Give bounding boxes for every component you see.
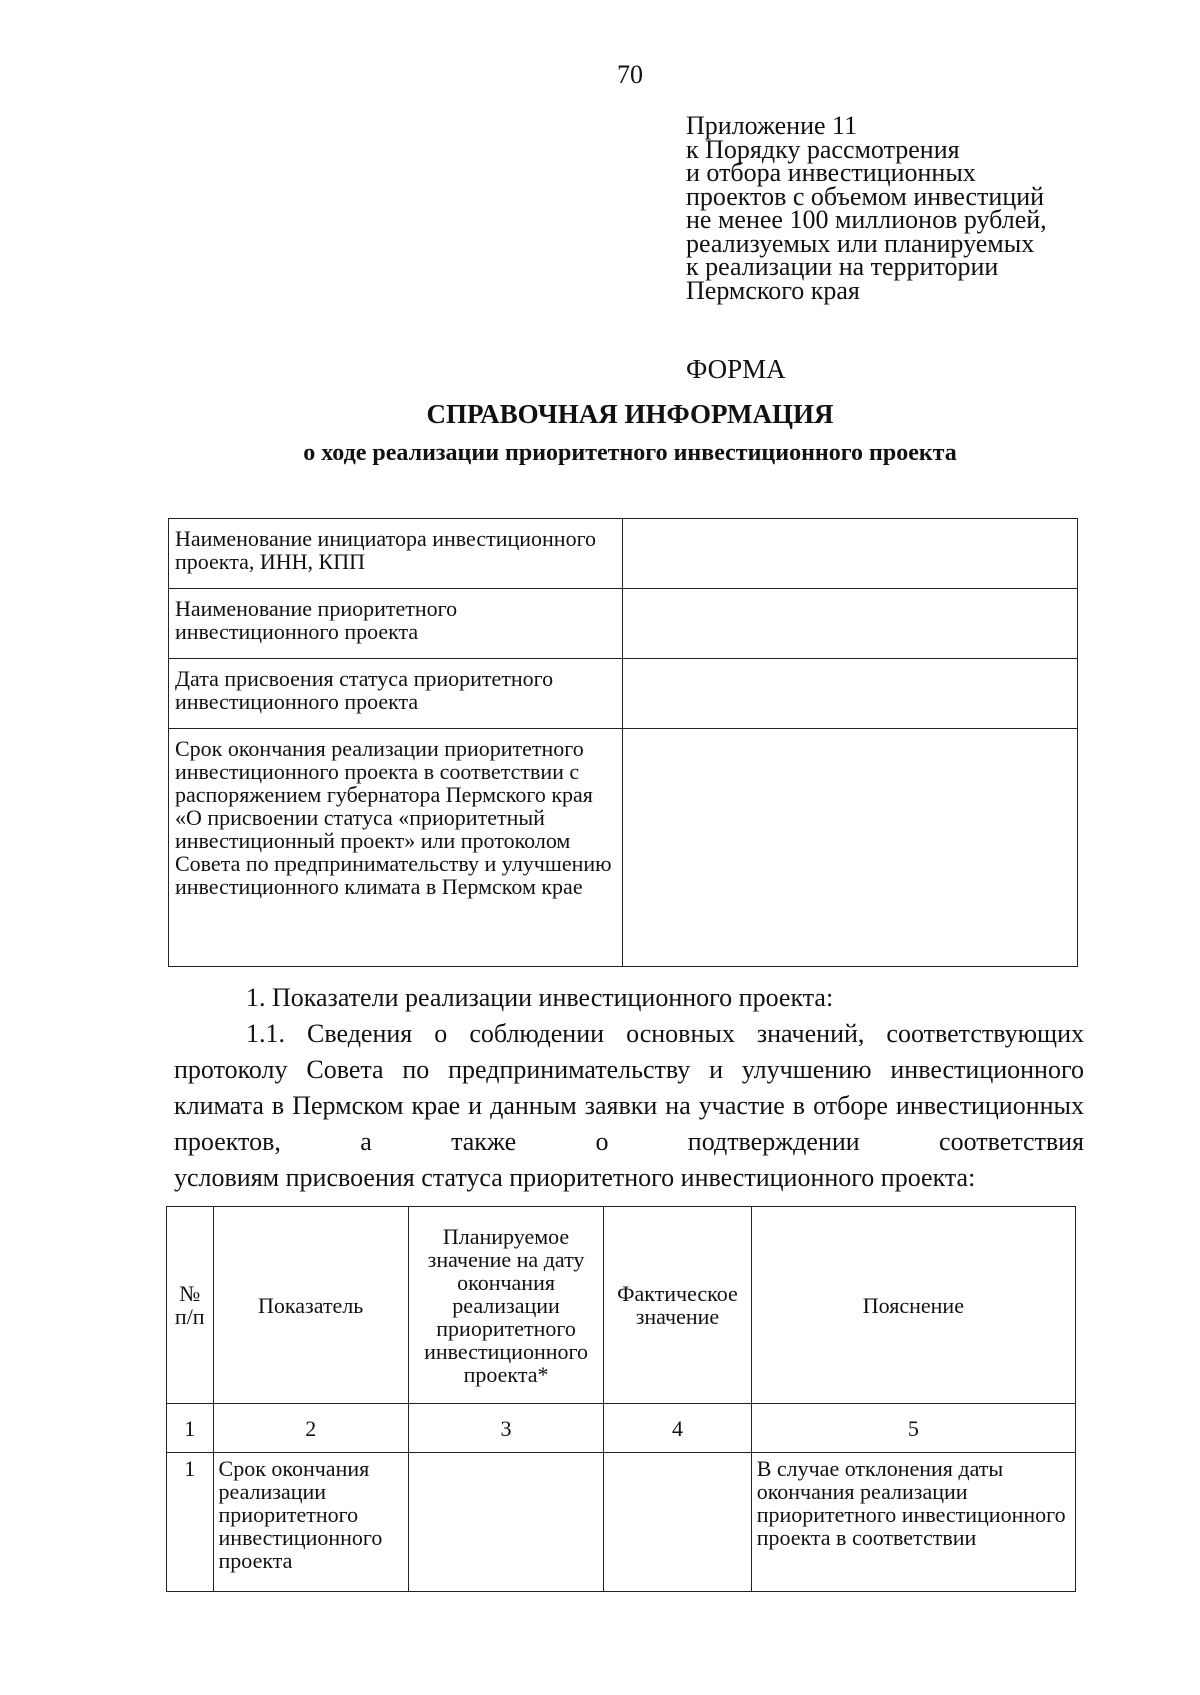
appendix-reference [686, 111, 1146, 305]
info-label: Наименование инициатора инвестиционного проекта, ИНН, КПП [169, 519, 623, 589]
info-row-end-date [169, 729, 1078, 967]
info-value-field[interactable] [623, 659, 1078, 729]
info-row-status-date [169, 659, 1078, 729]
project-info-table [168, 518, 1078, 967]
section-1-1-text: 1.1. Сведения о соблюдении основных значений, соответствующих протоколу Совета по предпринимательству и улучшению инвестиционного климата в Пермском крае и данным заявки на участие в отборе инвестиционных проектов, а также о подтверждении соответствия [174, 1019, 1084, 1156]
appendix-line: и отбора инвестиционных [686, 158, 976, 187]
row-planned-value[interactable] [408, 1453, 603, 1592]
column-numbers-row [167, 1404, 1076, 1453]
appendix-line: к реализации на территории [686, 252, 999, 281]
indicators-table [166, 1206, 1076, 1592]
section-1-1-paragraph [174, 1016, 1084, 1160]
appendix-line: к Порядку рассмотрения [686, 134, 960, 164]
table-row [167, 1453, 1076, 1592]
info-row-project-name [169, 589, 1078, 659]
column-number: 3 [408, 1404, 603, 1453]
header-actual-value: Фактическое значение [604, 1207, 751, 1404]
appendix-line: Пермского края [686, 275, 860, 305]
info-label: Дата присвоения статуса приоритетного инвестиционного проекта [169, 659, 623, 729]
column-number: 4 [604, 1404, 751, 1453]
header-number: № п/п [167, 1207, 214, 1404]
indicators-header-row [167, 1207, 1076, 1404]
header-indicator: Показатель [213, 1207, 408, 1404]
row-note: В случае отклонения даты окончания реализации приоритетного инвестиционного проекта в соответствии [751, 1453, 1075, 1592]
column-number: 5 [751, 1404, 1075, 1453]
appendix-line: Приложение 11 [686, 111, 858, 140]
appendix-line: реализуемых или планируемых [686, 228, 1035, 258]
appendix-line: проектов с объемом инвестиций [686, 181, 1045, 211]
form-label: ФОРМА [686, 354, 786, 384]
document-title: СПРАВОЧНАЯ ИНФОРМАЦИЯ [426, 399, 834, 429]
header-planned-value: Планируемое значение на дату окончания реализации приоритетного инвестиционного проекта* [408, 1207, 603, 1404]
info-value-field[interactable] [623, 589, 1078, 659]
header-note: Пояснение [751, 1207, 1075, 1404]
info-value-field[interactable] [623, 519, 1078, 589]
appendix-line: не менее 100 миллионов рублей, [686, 205, 1047, 234]
page-number: 70 [617, 60, 643, 89]
row-indicator: Срок окончания реализации приоритетного инвестиционного проекта [213, 1453, 408, 1592]
row-number: 1 [167, 1453, 214, 1592]
document-subtitle: о ходе реализации приоритетного инвестиционного проекта [303, 440, 957, 466]
info-label: Срок окончания реализации приоритетного инвестиционного проекта в соответствии с распоряжением губернатора Пермского края «О присвоении статуса «приоритетный инвестиционный проект» или протоколом Совета по предпринимательству и улучшению инвестиционного климата в Пермском крае [169, 729, 623, 967]
section-1-heading: 1. Показатели реализации инвестиционного проекта: [246, 983, 834, 1012]
info-label: Наименование приоритетного инвестиционного проекта [169, 589, 623, 659]
info-value-field[interactable] [623, 729, 1078, 967]
section-1-1-last-line: условиям присвоения статуса приоритетного инвестиционного проекта: [174, 1163, 976, 1192]
column-number: 2 [213, 1404, 408, 1453]
column-number: 1 [167, 1404, 214, 1453]
info-row-initiator [169, 519, 1078, 589]
row-actual-value[interactable] [604, 1453, 751, 1592]
